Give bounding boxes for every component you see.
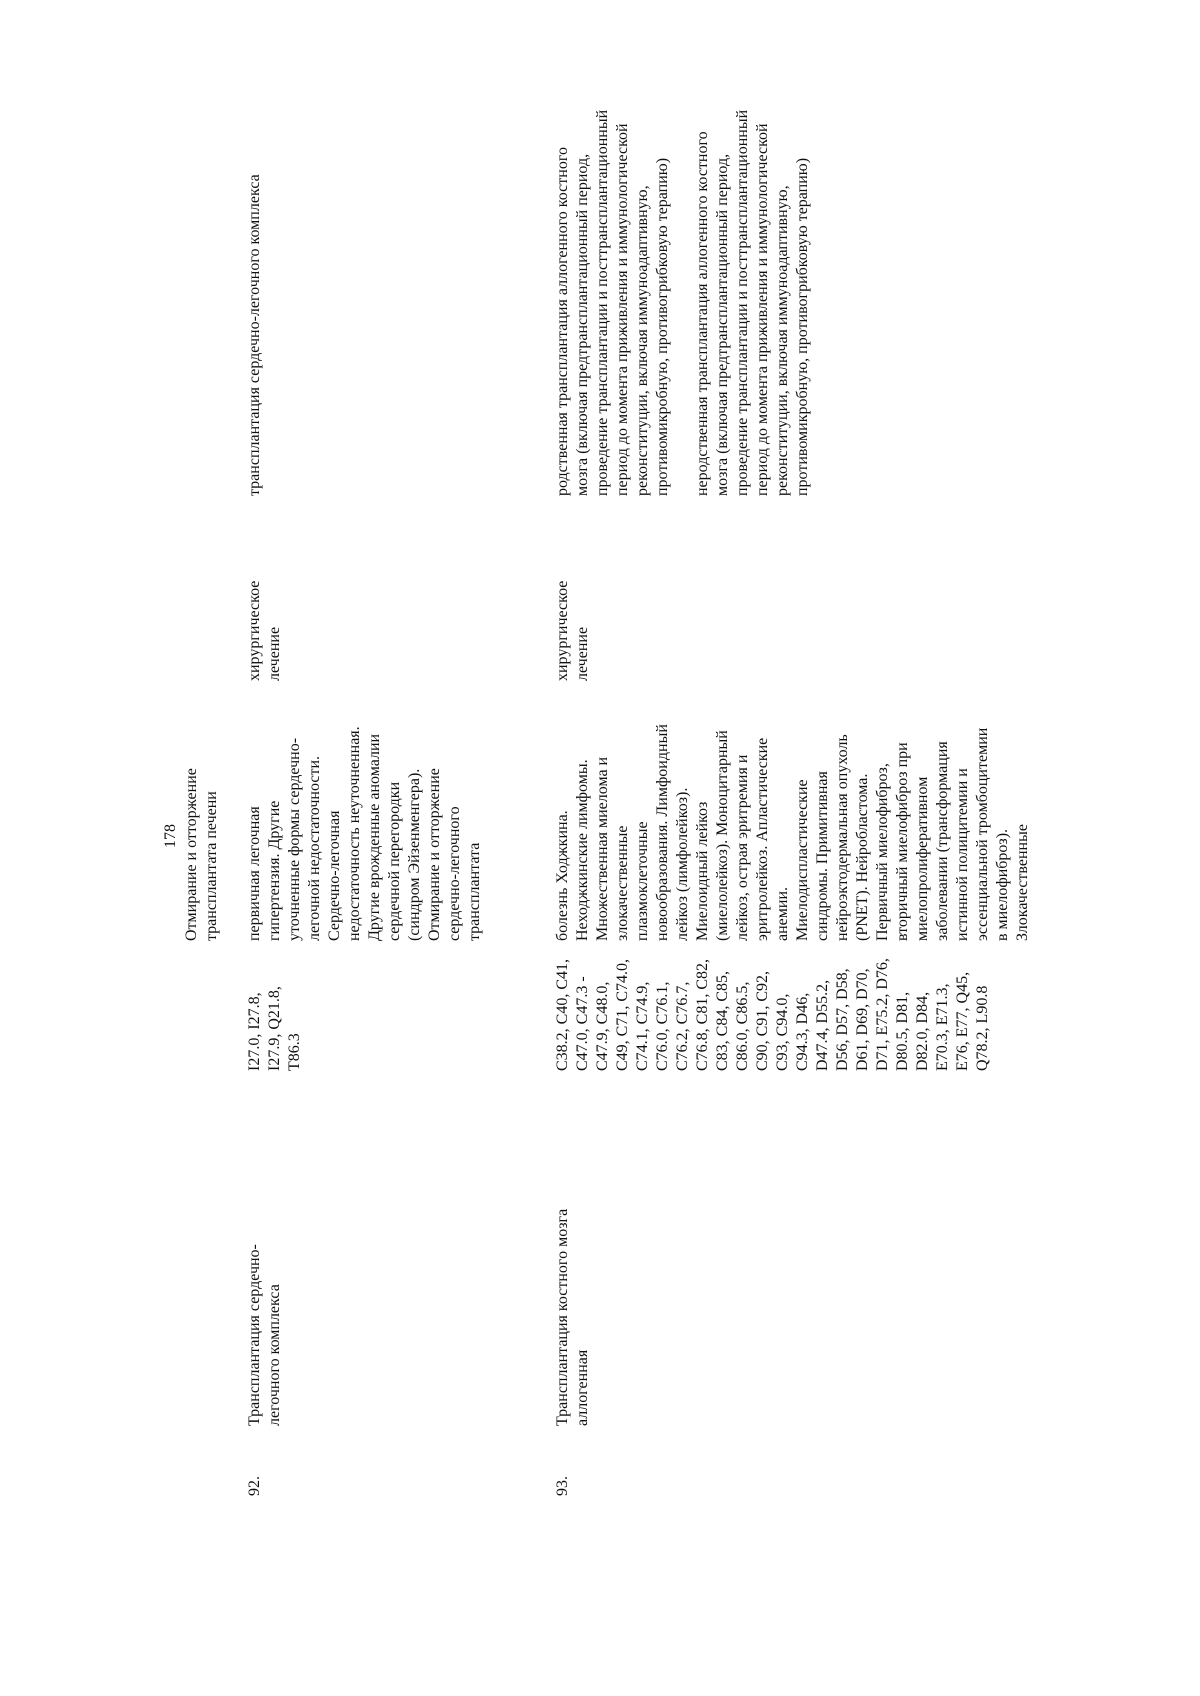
text-line: хирургическое — [554, 580, 571, 681]
text-line: D61, D69, D70, — [854, 968, 871, 1071]
text-line: E70.3, E71.3, — [934, 983, 951, 1071]
text-line: Злокачественные — [1014, 824, 1031, 941]
text-line: мозга (включая предтрансплантационный период, — [574, 153, 591, 496]
text-line: I27.0, I27.8, — [246, 992, 263, 1071]
text-line: C86.0, C86.5, — [734, 981, 751, 1071]
text-line: проведение трансплантации и посттрансплантационный — [734, 109, 751, 496]
text-line: лечение — [574, 626, 591, 681]
text-line: Отмирание и отторжение — [426, 768, 443, 941]
text-line: Первичный миелофиброз, — [874, 763, 891, 941]
row-93-diagnosis — [553, 701, 1033, 941]
text-line: C49, C71, C74.0, — [614, 958, 631, 1071]
text-line: Миелоидный лейкоз — [694, 801, 711, 941]
method-related-transplant — [553, 36, 673, 496]
text-line: C83, C84, C85, — [714, 970, 731, 1071]
prev-row-diagnosis — [182, 701, 222, 941]
row-92-method — [245, 36, 265, 496]
text-line: D47.4, D55.2, — [814, 979, 831, 1071]
text-line: первичная легочная — [246, 806, 263, 941]
text-line: Сердечно-легочная — [326, 810, 343, 941]
text-line: Трансплантация сердечно- — [246, 1244, 263, 1426]
text-line: (синдром Эйзенменгера). — [406, 768, 423, 941]
text-line: D71, E75.2, D76, — [874, 958, 891, 1071]
text-line: (миелолейкоз). Моноцитарный — [714, 730, 731, 941]
text-line: Миелодиспластические — [794, 779, 811, 941]
text-line: период до момента приживления и иммунологической — [614, 123, 631, 496]
text-line: миелопролиферативном — [914, 776, 931, 941]
text-line: сердечной перегородки — [386, 781, 403, 941]
text-line: новообразования. Лимфоидный — [654, 724, 671, 941]
row-92-number: 92. — [246, 1476, 263, 1496]
text-line: истинной полицитемии и — [954, 768, 971, 941]
text-line: нейроэктодермальная опухоль — [834, 734, 851, 941]
text-line: Отмирание и отторжение — [183, 768, 200, 941]
text-line: лейкоз, острая эритремия и — [734, 754, 751, 941]
text-line: мозга (включая предтрансплантационный период, — [714, 153, 731, 496]
text-line: анемии. — [774, 886, 791, 941]
method-unrelated-transplant — [693, 36, 813, 496]
text-line: C47.9, C48.0, — [594, 981, 611, 1071]
text-line: D80.5, D81, — [894, 991, 911, 1071]
text-line: период до момента приживления и иммунологической — [754, 123, 771, 496]
text-line: C76.8, C81, C82, — [694, 958, 711, 1071]
text-line: лечение — [266, 626, 283, 681]
text-line: трансплантата печени — [203, 791, 220, 941]
text-line: I27.9, Q21.8, — [266, 986, 283, 1071]
text-line: сердечно-легочного — [446, 806, 463, 941]
text-line: заболевании (трансформация — [934, 741, 951, 941]
text-line: проведение трансплантации и посттрансплантационный — [594, 109, 611, 496]
text-line: Трансплантация костного мозга — [554, 1208, 571, 1426]
text-line: C74.1, C74.9, — [634, 981, 651, 1071]
text-line: гипертензия. Другие — [266, 800, 283, 941]
paragraph-gap — [673, 36, 693, 496]
text-line: легочной недостаточности. — [306, 755, 323, 941]
text-line: C76.0, C76.1, — [654, 981, 671, 1071]
text-line: T86.3 — [286, 1033, 303, 1071]
text-line: D82.0, D84, — [914, 991, 931, 1071]
text-line: (PNET). Нейробластома. — [854, 773, 871, 941]
text-line: синдромы. Примитивная — [814, 771, 831, 941]
text-line: легочного комплекса — [266, 1284, 283, 1426]
text-line: родственная трансплантация аллогенного костного — [554, 147, 571, 496]
text-line: реконституции, включая иммуноадаптивную, — [774, 185, 791, 496]
row-93-methods — [553, 36, 813, 496]
text-line: C94.3, D46, — [794, 992, 811, 1071]
text-line: C38.2, C40, C41, — [554, 958, 571, 1071]
row-93-number: 93. — [554, 1476, 571, 1496]
text-line: эритролейкоз. Апластические — [754, 737, 771, 941]
text-line: реконституции, включая иммуноадаптивную, — [634, 185, 651, 496]
row-93-codes — [553, 941, 993, 1071]
text-line: плазмоклеточные — [634, 821, 651, 941]
text-line: Q78.2, L90.8 — [974, 985, 991, 1071]
text-line: неродственная трансплантация аллогенного костного — [694, 131, 711, 496]
row-93-name — [553, 1126, 593, 1426]
text-line: аллогенная — [574, 1349, 591, 1426]
page-number: 178 — [162, 824, 179, 848]
text-line: злокачественные — [614, 825, 631, 941]
text-line: противомикробную, противогрибковую терапию) — [794, 157, 811, 496]
text-line: противомикробную, противогрибковую терапию) — [654, 157, 671, 496]
text-line: C76.2, C76.7, — [674, 981, 691, 1071]
row-92-diagnosis — [245, 701, 485, 941]
text-line: Другие врожденные аномалии — [366, 733, 383, 941]
text-line: вторичный миелофиброз при — [894, 742, 911, 941]
text-line: лейкоз (лимфолейкоз). — [674, 787, 691, 941]
text-line: недостаточность неуточненная. — [346, 726, 363, 941]
text-line: трансплантация сердечно-легочного комплекса — [246, 174, 263, 496]
text-line: трансплантата — [466, 842, 483, 941]
text-line: C47.0, C47.3 - — [574, 976, 591, 1071]
text-line: Неходжкинские лимфомы. — [574, 759, 591, 941]
text-line: болезнь Ходжкина. — [554, 810, 571, 941]
row-92-codes — [245, 941, 305, 1071]
text-line: C90, C91, C92, — [754, 970, 771, 1071]
text-line: уточненные формы сердечно- — [286, 737, 303, 941]
text-line: хирургическое — [246, 580, 263, 681]
text-line: эссенциальной тромбоцитемии — [974, 727, 991, 941]
row-92-treatment-type — [245, 531, 285, 681]
text-line: в миелофиброз). — [994, 828, 1011, 941]
text-line: Множественная миелома и — [594, 756, 611, 941]
row-93-treatment-type — [553, 531, 593, 681]
row-92-name — [245, 1126, 285, 1426]
text-line: E76, E77, Q45, — [954, 971, 971, 1071]
text-line: D56, D57, D58, — [834, 968, 851, 1071]
text-line: C93, C94.0, — [774, 993, 791, 1071]
